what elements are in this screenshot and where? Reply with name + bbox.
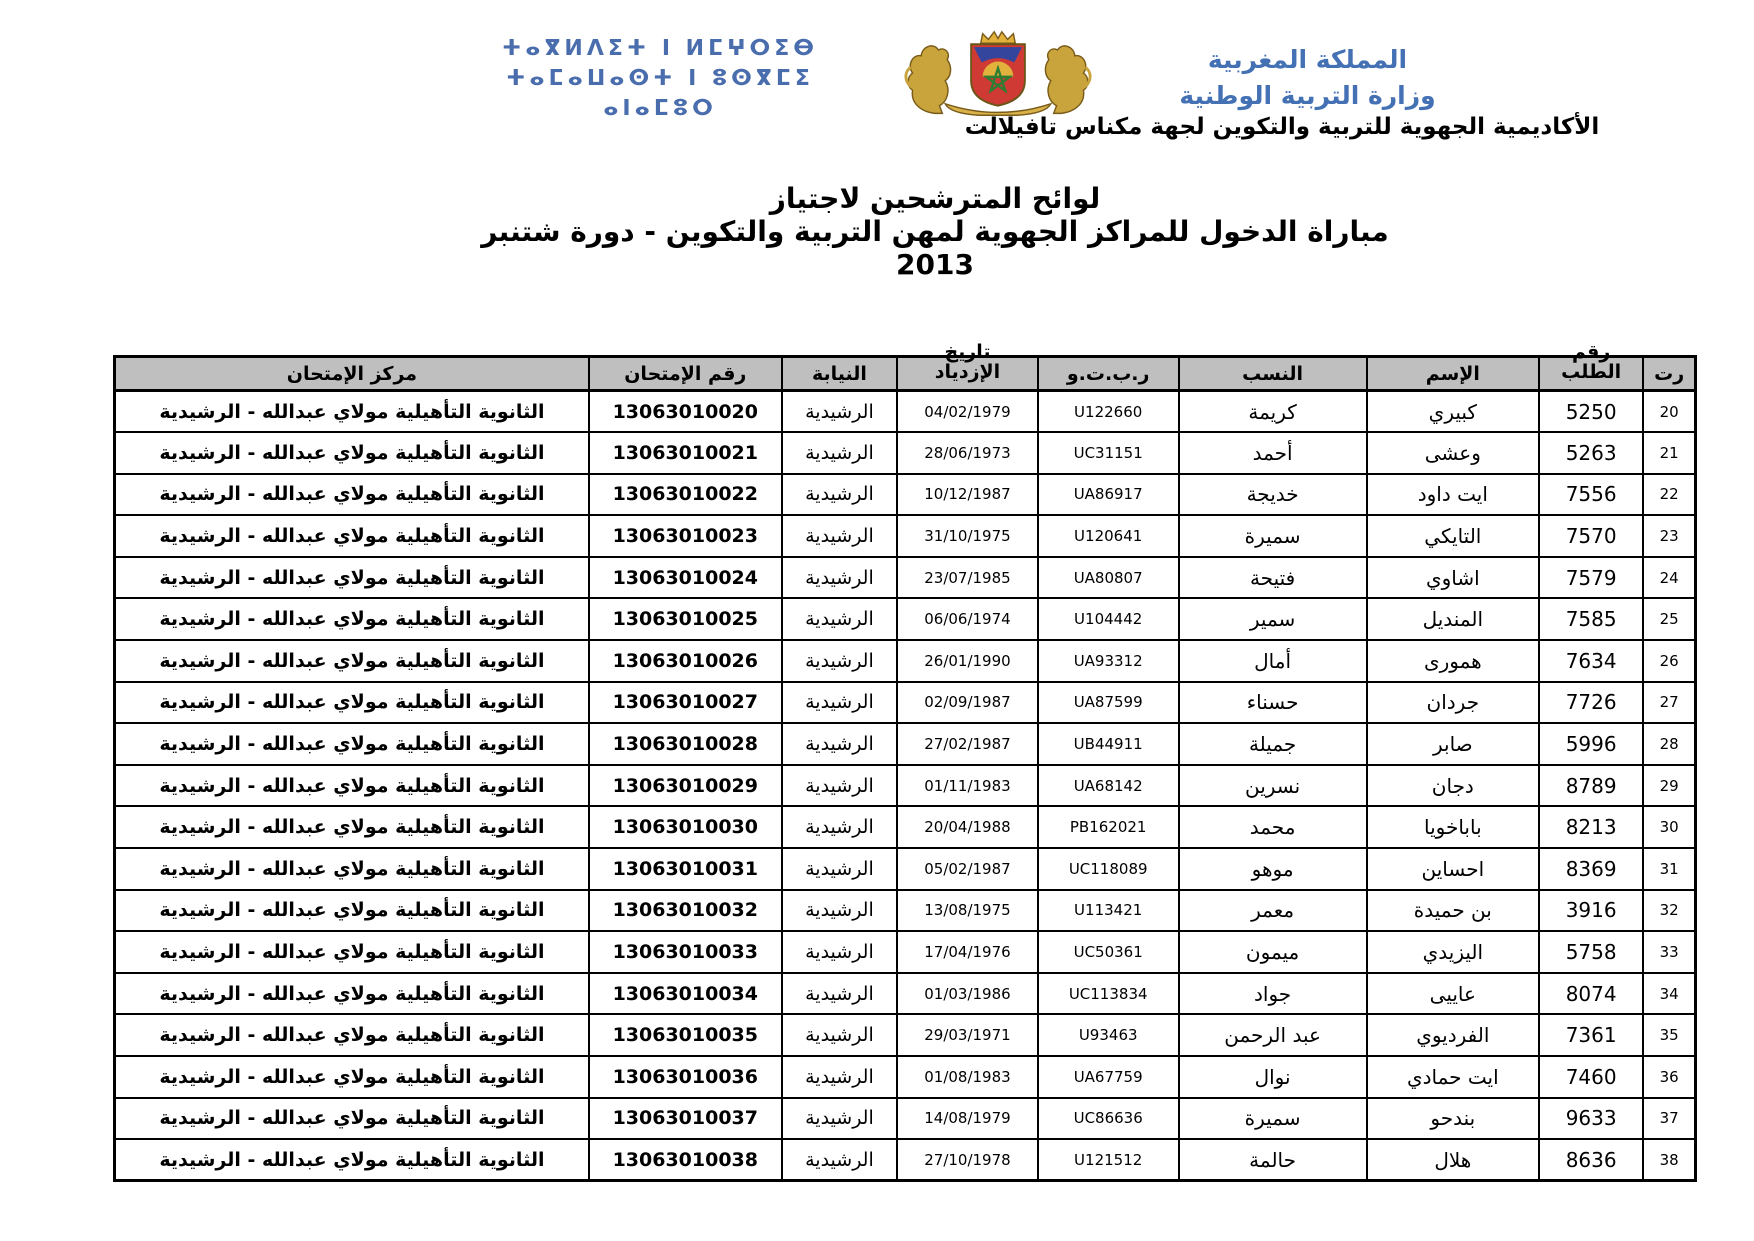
cell-birth-date: 01/03/1986 — [897, 973, 1038, 1015]
cell-exam-number: 13063010028 — [589, 723, 782, 765]
cell-cin: UC50361 — [1038, 931, 1179, 973]
cell-rank: 32 — [1643, 890, 1695, 932]
table-row — [115, 890, 1696, 932]
cell-delegation: الرشيدية — [782, 1098, 897, 1140]
table-header — [115, 340, 1696, 391]
cell-birth-date: 04/02/1979 — [897, 391, 1038, 433]
cell-rank: 35 — [1643, 1014, 1695, 1056]
title-line-2: مباراة الدخول للمراكز الجهوية لمهن التربية والتكوين - دورة شتنبر — [481, 215, 1389, 248]
cell-last-name: سميرة — [1179, 1098, 1367, 1140]
table-row — [115, 474, 1696, 516]
cell-exam-number: 13063010035 — [589, 1014, 782, 1056]
cell-application-number: 8074 — [1539, 973, 1643, 1015]
cell-cin: U122660 — [1038, 391, 1179, 433]
cell-exam-center: الثانوية التأهيلية مولاي عبدالله - الرشيدية — [115, 474, 589, 516]
cell-exam-number: 13063010025 — [589, 598, 782, 640]
header-birth-date — [897, 340, 1038, 391]
cell-last-name: جميلة — [1179, 723, 1367, 765]
cell-first-name: المنديل — [1367, 598, 1539, 640]
cell-last-name: كريمة — [1179, 391, 1367, 433]
cell-first-name: التايكي — [1367, 515, 1539, 557]
table-row — [115, 640, 1696, 682]
cell-birth-date: 23/07/1985 — [897, 557, 1038, 599]
cell-exam-number: 13063010038 — [589, 1139, 782, 1181]
header-cin: ر.ب.ت.و — [1038, 357, 1179, 391]
cell-exam-center: الثانوية التأهيلية مولاي عبدالله - الرشيدية — [115, 806, 589, 848]
cell-birth-date: 28/06/1973 — [897, 432, 1038, 474]
cell-birth-date: 27/10/1978 — [897, 1139, 1038, 1181]
ministry-name: وزارة التربية الوطنية — [1179, 81, 1436, 110]
cell-exam-center: الثانوية التأهيلية مولاي عبدالله - الرشيدية — [115, 432, 589, 474]
cell-birth-date: 02/09/1987 — [897, 682, 1038, 724]
cell-application-number: 7726 — [1539, 682, 1643, 724]
cell-birth-date: 31/10/1975 — [897, 515, 1038, 557]
cell-exam-center: الثانوية التأهيلية مولاي عبدالله - الرشيدية — [115, 1139, 589, 1181]
cell-delegation: الرشيدية — [782, 1014, 897, 1056]
cell-birth-date: 13/08/1975 — [897, 890, 1038, 932]
cell-delegation: الرشيدية — [782, 848, 897, 890]
cell-exam-number: 13063010036 — [589, 1056, 782, 1098]
cell-exam-center: الثانوية التأهيلية مولاي عبدالله - الرشيدية — [115, 557, 589, 599]
cell-birth-date: 06/06/1974 — [897, 598, 1038, 640]
cell-exam-number: 13063010020 — [589, 391, 782, 433]
cell-rank: 36 — [1643, 1056, 1695, 1098]
cell-birth-date: 27/02/1987 — [897, 723, 1038, 765]
cell-exam-number: 13063010033 — [589, 931, 782, 973]
cell-first-name: جردان — [1367, 682, 1539, 724]
cell-exam-number: 13063010021 — [589, 432, 782, 474]
cell-last-name: جواد — [1179, 973, 1367, 1015]
cell-delegation: الرشيدية — [782, 973, 897, 1015]
cell-delegation: الرشيدية — [782, 1056, 897, 1098]
header-exam-number: رقم الإمتحان — [589, 357, 782, 391]
cell-application-number: 5250 — [1539, 391, 1643, 433]
table-row — [115, 931, 1696, 973]
cell-cin: UC86636 — [1038, 1098, 1179, 1140]
cell-cin: UC118089 — [1038, 848, 1179, 890]
table-row — [115, 515, 1696, 557]
cell-exam-center: الثانوية التأهيلية مولاي عبدالله - الرشيدية — [115, 973, 589, 1015]
cell-rank: 22 — [1643, 474, 1695, 516]
cell-birth-date: 17/04/1976 — [897, 931, 1038, 973]
cell-rank: 21 — [1643, 432, 1695, 474]
cell-birth-date: 01/08/1983 — [897, 1056, 1038, 1098]
cell-cin: U121512 — [1038, 1139, 1179, 1181]
cell-application-number: 7570 — [1539, 515, 1643, 557]
cell-exam-center: الثانوية التأهيلية مولاي عبدالله - الرشيدية — [115, 515, 589, 557]
cell-last-name: عبد الرحمن — [1179, 1014, 1367, 1056]
header-delegation: النيابة — [782, 357, 897, 391]
cell-last-name: نسرين — [1179, 765, 1367, 807]
cell-birth-date: 20/04/1988 — [897, 806, 1038, 848]
cell-first-name: عاييى — [1367, 973, 1539, 1015]
table-row — [115, 682, 1696, 724]
cell-application-number: 8213 — [1539, 806, 1643, 848]
cell-last-name: أحمد — [1179, 432, 1367, 474]
cell-application-number: 7460 — [1539, 1056, 1643, 1098]
cell-delegation: الرشيدية — [782, 391, 897, 433]
table-row — [115, 391, 1696, 433]
cell-exam-number: 13063010037 — [589, 1098, 782, 1140]
cell-rank: 28 — [1643, 723, 1695, 765]
cell-exam-center: الثانوية التأهيلية مولاي عبدالله - الرشيدية — [115, 848, 589, 890]
tifinagh-line-1: ⵜⴰⴳⵍⴷⵉⵜ ⵏ ⵍⵎⵖⵔⵉⴱ — [501, 36, 818, 61]
cell-last-name: نوال — [1179, 1056, 1367, 1098]
cell-exam-number: 13063010034 — [589, 973, 782, 1015]
cell-exam-center: الثانوية التأهيلية مولاي عبدالله - الرشيدية — [115, 640, 589, 682]
candidates-table — [113, 340, 1697, 1182]
cell-first-name: وعشى — [1367, 432, 1539, 474]
cell-application-number: 7556 — [1539, 474, 1643, 516]
cell-rank: 25 — [1643, 598, 1695, 640]
tifinagh-line-3: ⴰⵏⴰⵎⵓⵔ — [603, 96, 717, 121]
header-application-number-label: رقم الطلب — [1561, 340, 1622, 383]
cell-exam-center: الثانوية التأهيلية مولاي عبدالله - الرشيدية — [115, 1056, 589, 1098]
table-header-row — [115, 357, 1696, 391]
cell-application-number: 7579 — [1539, 557, 1643, 599]
cell-last-name: أمال — [1179, 640, 1367, 682]
title-line-3: 2013 — [896, 248, 974, 281]
cell-application-number: 8789 — [1539, 765, 1643, 807]
tifinagh-letterhead — [430, 34, 890, 124]
cell-rank: 38 — [1643, 1139, 1695, 1181]
cell-exam-center: الثانوية التأهيلية مولاي عبدالله - الرشيدية — [115, 598, 589, 640]
cell-cin: UA93312 — [1038, 640, 1179, 682]
cell-last-name: فتيحة — [1179, 557, 1367, 599]
cell-cin: U104442 — [1038, 598, 1179, 640]
cell-exam-center: الثانوية التأهيلية مولاي عبدالله - الرشيدية — [115, 1014, 589, 1056]
ministry-letterhead — [1110, 42, 1505, 114]
cell-cin: UC31151 — [1038, 432, 1179, 474]
cell-last-name: حسناء — [1179, 682, 1367, 724]
cell-exam-center: الثانوية التأهيلية مولاي عبدالله - الرشيدية — [115, 1098, 589, 1140]
cell-application-number: 3916 — [1539, 890, 1643, 932]
cell-delegation: الرشيدية — [782, 474, 897, 516]
header-birth-date-label: تاريخ الإزدياد — [934, 340, 1001, 383]
cell-rank: 23 — [1643, 515, 1695, 557]
cell-first-name: صابر — [1367, 723, 1539, 765]
cell-application-number: 5996 — [1539, 723, 1643, 765]
document-title — [205, 182, 1665, 281]
cell-exam-number: 13063010030 — [589, 806, 782, 848]
cell-exam-number: 13063010031 — [589, 848, 782, 890]
cell-delegation: الرشيدية — [782, 515, 897, 557]
cell-first-name: اليزيدي — [1367, 931, 1539, 973]
cell-application-number: 5263 — [1539, 432, 1643, 474]
table-row — [115, 1056, 1696, 1098]
cell-exam-number: 13063010032 — [589, 890, 782, 932]
cell-last-name: حالمة — [1179, 1139, 1367, 1181]
cell-last-name: معمر — [1179, 890, 1367, 932]
cell-exam-center: الثانوية التأهيلية مولاي عبدالله - الرشيدية — [115, 723, 589, 765]
header-application-number — [1539, 340, 1643, 391]
table-row — [115, 848, 1696, 890]
cell-delegation: الرشيدية — [782, 432, 897, 474]
kingdom-name: المملكة المغربية — [1207, 45, 1408, 74]
cell-birth-date: 14/08/1979 — [897, 1098, 1038, 1140]
title-line-1: لوائح المترشحين لاجتياز — [769, 182, 1101, 215]
table-row — [115, 598, 1696, 640]
header-rank: رت — [1643, 357, 1695, 391]
cell-cin: UA86917 — [1038, 474, 1179, 516]
cell-rank: 29 — [1643, 765, 1695, 807]
cell-rank: 20 — [1643, 391, 1695, 433]
cell-application-number: 9633 — [1539, 1098, 1643, 1140]
cell-last-name: سمير — [1179, 598, 1367, 640]
table-row — [115, 765, 1696, 807]
table-row — [115, 1098, 1696, 1140]
cell-exam-number: 13063010026 — [589, 640, 782, 682]
cell-rank: 31 — [1643, 848, 1695, 890]
cell-application-number: 7361 — [1539, 1014, 1643, 1056]
cell-birth-date: 29/03/1971 — [897, 1014, 1038, 1056]
cell-application-number: 7585 — [1539, 598, 1643, 640]
cell-application-number: 8636 — [1539, 1139, 1643, 1181]
cell-application-number: 7634 — [1539, 640, 1643, 682]
cell-cin: UC113834 — [1038, 973, 1179, 1015]
cell-cin: UB44911 — [1038, 723, 1179, 765]
cell-exam-center: الثانوية التأهيلية مولاي عبدالله - الرشيدية — [115, 931, 589, 973]
cell-last-name: سميرة — [1179, 515, 1367, 557]
academy-name: الأكاديمية الجهوية للتربية والتكوين لجهة مكناس تافيلالت — [964, 114, 1600, 140]
cell-delegation: الرشيدية — [782, 640, 897, 682]
cell-cin: U120641 — [1038, 515, 1179, 557]
cell-last-name: محمد — [1179, 806, 1367, 848]
cell-cin: U113421 — [1038, 890, 1179, 932]
table-row — [115, 432, 1696, 474]
cell-rank: 33 — [1643, 931, 1695, 973]
cell-cin: UA87599 — [1038, 682, 1179, 724]
table-row — [115, 1014, 1696, 1056]
cell-exam-number: 13063010022 — [589, 474, 782, 516]
header-first-name: الإسم — [1367, 357, 1539, 391]
cell-application-number: 8369 — [1539, 848, 1643, 890]
cell-application-number: 5758 — [1539, 931, 1643, 973]
cell-last-name: خديجة — [1179, 474, 1367, 516]
cell-delegation: الرشيدية — [782, 723, 897, 765]
cell-birth-date: 01/11/1983 — [897, 765, 1038, 807]
cell-last-name: ميمون — [1179, 931, 1367, 973]
cell-delegation: الرشيدية — [782, 931, 897, 973]
cell-cin: PB162021 — [1038, 806, 1179, 848]
cell-delegation: الرشيدية — [782, 1139, 897, 1181]
cell-rank: 27 — [1643, 682, 1695, 724]
coat-of-arms-icon — [902, 30, 1094, 118]
cell-first-name: اشاوي — [1367, 557, 1539, 599]
cell-rank: 30 — [1643, 806, 1695, 848]
cell-cin: UA80807 — [1038, 557, 1179, 599]
cell-first-name: الفرديوي — [1367, 1014, 1539, 1056]
cell-first-name: دجان — [1367, 765, 1539, 807]
cell-rank: 34 — [1643, 973, 1695, 1015]
cell-birth-date: 10/12/1987 — [897, 474, 1038, 516]
header-last-name: النسب — [1179, 357, 1367, 391]
cell-delegation: الرشيدية — [782, 682, 897, 724]
cell-cin: U93463 — [1038, 1014, 1179, 1056]
cell-exam-center: الثانوية التأهيلية مولاي عبدالله - الرشيدية — [115, 682, 589, 724]
cell-first-name: باباخويا — [1367, 806, 1539, 848]
cell-cin: UA67759 — [1038, 1056, 1179, 1098]
table-row — [115, 1139, 1696, 1181]
cell-rank: 24 — [1643, 557, 1695, 599]
cell-exam-number: 13063010024 — [589, 557, 782, 599]
cell-cin: UA68142 — [1038, 765, 1179, 807]
cell-delegation: الرشيدية — [782, 557, 897, 599]
cell-first-name: هلال — [1367, 1139, 1539, 1181]
cell-birth-date: 26/01/1990 — [897, 640, 1038, 682]
cell-exam-number: 13063010029 — [589, 765, 782, 807]
table-row — [115, 806, 1696, 848]
cell-rank: 26 — [1643, 640, 1695, 682]
cell-first-name: احساين — [1367, 848, 1539, 890]
cell-first-name: كبيري — [1367, 391, 1539, 433]
cell-delegation: الرشيدية — [782, 598, 897, 640]
tifinagh-line-2: ⵜⴰⵎⴰⵡⴰⵙⵜ ⵏ ⵓⵙⴳⵎⵉ — [506, 66, 814, 91]
cell-exam-center: الثانوية التأهيلية مولاي عبدالله - الرشيدية — [115, 391, 589, 433]
header-exam-center: مركز الإمتحان — [115, 357, 589, 391]
cell-first-name: بن حميدة — [1367, 890, 1539, 932]
cell-first-name: بندحو — [1367, 1098, 1539, 1140]
cell-rank: 37 — [1643, 1098, 1695, 1140]
cell-delegation: الرشيدية — [782, 765, 897, 807]
table-row — [115, 723, 1696, 765]
cell-exam-number: 13063010023 — [589, 515, 782, 557]
cell-last-name: موهو — [1179, 848, 1367, 890]
table-row — [115, 973, 1696, 1015]
cell-exam-center: الثانوية التأهيلية مولاي عبدالله - الرشيدية — [115, 890, 589, 932]
cell-delegation: الرشيدية — [782, 890, 897, 932]
table-row — [115, 557, 1696, 599]
cell-exam-center: الثانوية التأهيلية مولاي عبدالله - الرشيدية — [115, 765, 589, 807]
cell-first-name: همورى — [1367, 640, 1539, 682]
cell-birth-date: 05/02/1987 — [897, 848, 1038, 890]
cell-exam-number: 13063010027 — [589, 682, 782, 724]
cell-first-name: ايت داود — [1367, 474, 1539, 516]
cell-delegation: الرشيدية — [782, 806, 897, 848]
candidates-tbody — [115, 391, 1696, 1181]
cell-first-name: ايت حمادي — [1367, 1056, 1539, 1098]
